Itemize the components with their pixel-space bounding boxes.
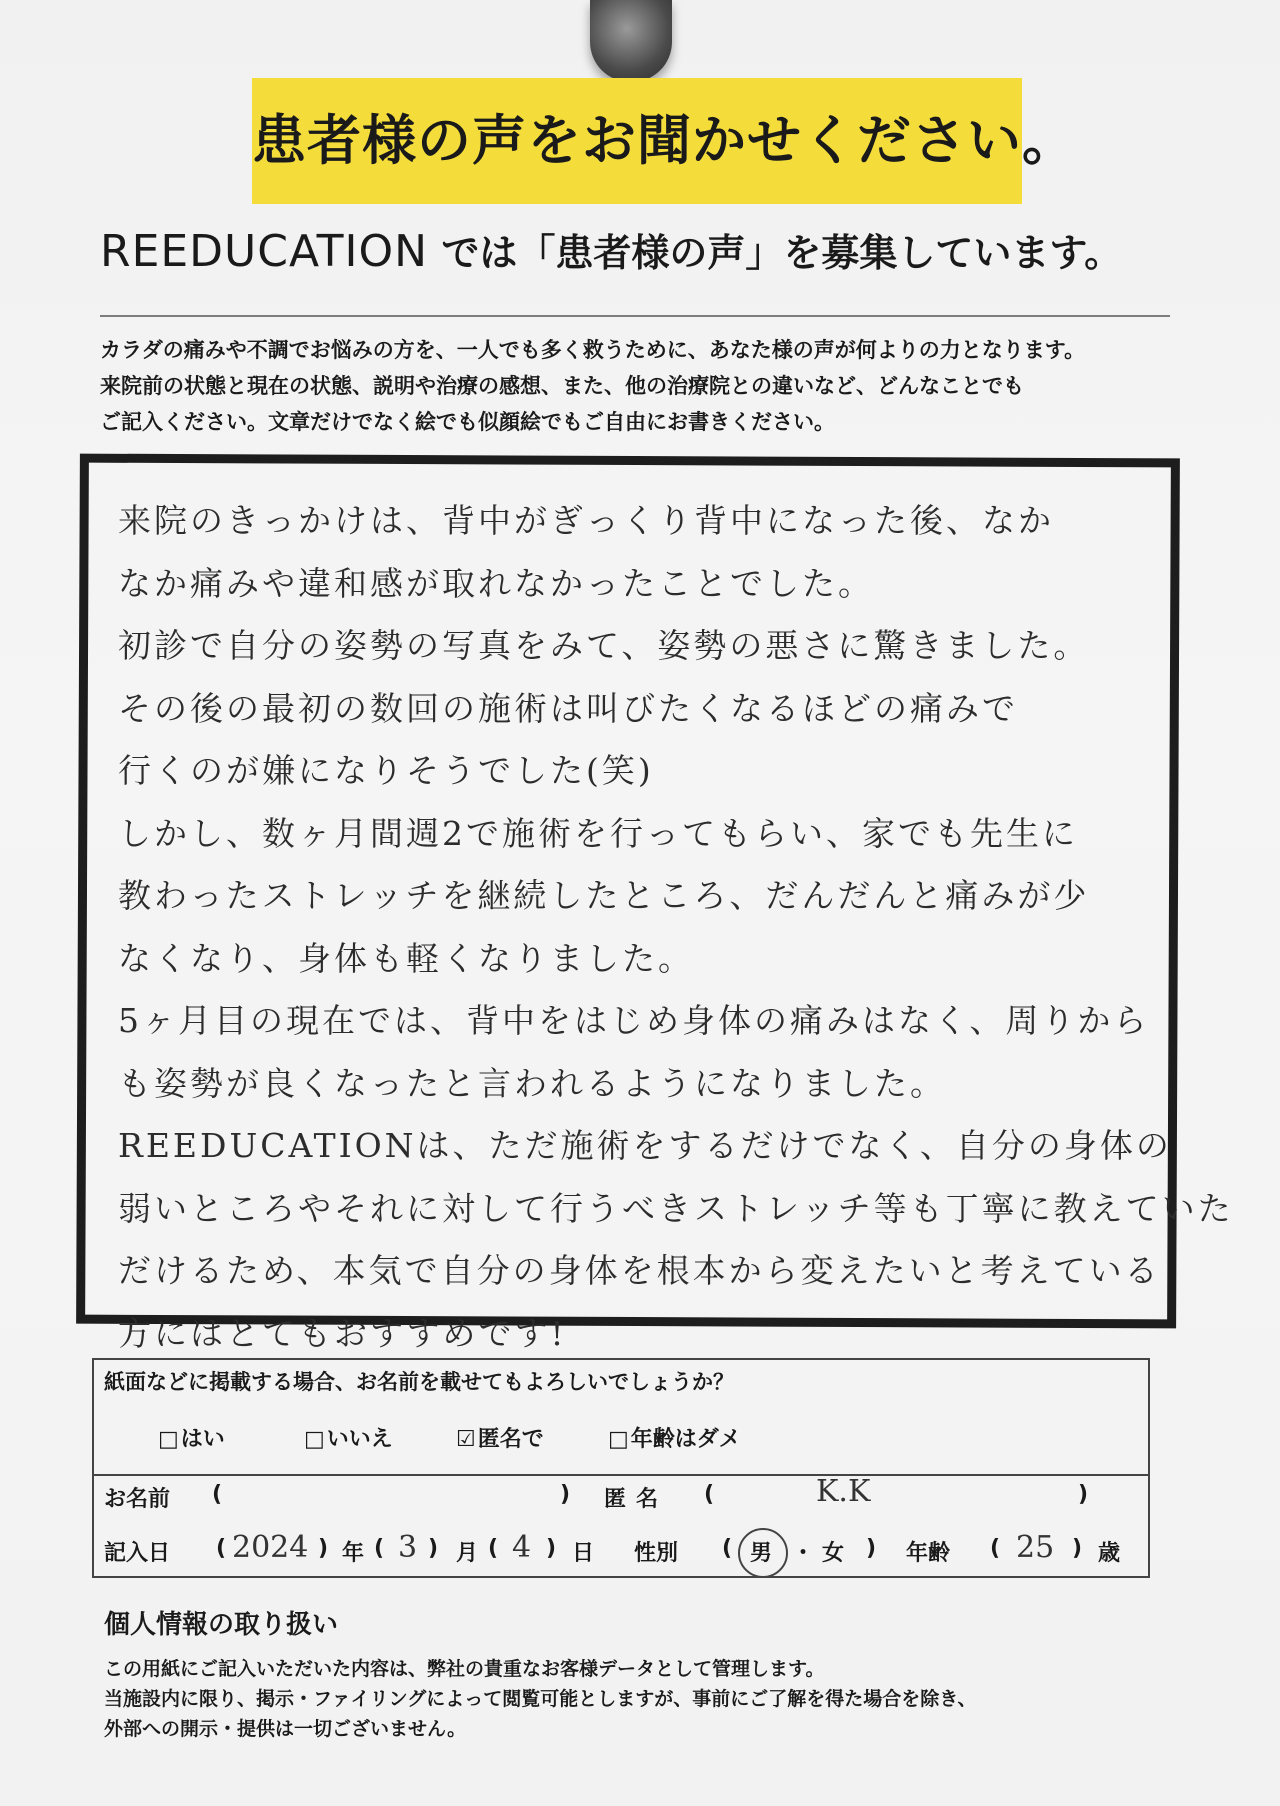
month-unit: 月 (456, 1541, 479, 1566)
comment-line: しかし、数ヶ月間週2で施術を行ってもらい、家でも先生に (118, 813, 1078, 853)
paren-close: ) (1078, 1482, 1089, 1507)
comment-line: 教わったストレッチを継続したところ、だんだんと痛みが少 (118, 876, 1090, 915)
option-label: 年齢はダメ (630, 1427, 741, 1452)
checkbox-yes[interactable]: □ (158, 1427, 179, 1452)
privacy-line: 当施設内に限り、掲示・ファイリングによって閲覧可能としますが、事前にご了解を得た場合を除き、 (104, 1688, 977, 1710)
comment-line: も姿勢が良くなったと言われるようになりました。 (118, 1063, 946, 1103)
age-unit: 歳 (1098, 1541, 1121, 1566)
date-label: 記入日 (104, 1541, 171, 1566)
divider (100, 315, 1170, 317)
intro-line: 来院前の状態と現在の状態、説明や治療の感想、また、他の治療院との違いなど、どんなことでも (100, 374, 1024, 398)
paren-close: ) (1072, 1536, 1083, 1561)
paren-open: ( (216, 1536, 227, 1561)
push-pin (590, 0, 672, 82)
option-anonymous[interactable] (456, 1422, 544, 1453)
paren-open: ( (488, 1536, 499, 1561)
paren-close: ) (318, 1536, 329, 1561)
anon-label: 匿名 (604, 1487, 669, 1512)
handwritten-comment (118, 490, 1234, 1365)
paren-close: ) (560, 1482, 571, 1507)
paren-close: ) (866, 1536, 877, 1561)
page-title: 患者様の声をお聞かせください。 (252, 109, 1077, 172)
option-no[interactable] (304, 1422, 393, 1453)
checkbox-no-age[interactable]: □ (608, 1427, 629, 1452)
option-label: はい (180, 1427, 225, 1452)
comment-line: 方にはとてもおすすめです! (118, 1313, 567, 1353)
day-value: 4 (512, 1530, 532, 1565)
name-label: お名前 (104, 1487, 171, 1512)
checkbox-no[interactable]: □ (304, 1427, 325, 1452)
privacy-text (104, 1654, 976, 1744)
gender-separator: ・ (792, 1541, 815, 1566)
age-label: 年齢 (906, 1541, 951, 1566)
age-value: 25 (1016, 1530, 1055, 1565)
comment-line: なくなり、身体も軽くなりました。 (118, 938, 694, 978)
year-value: 2024 (232, 1530, 309, 1565)
privacy-heading: 個人情報の取り扱い (104, 1610, 339, 1640)
comment-line: 行くのが嫌になりそうでした(笑) (118, 751, 654, 790)
subtitle (100, 222, 1180, 277)
comment-line: 弱いところやそれに対して行うべきストレッチ等も丁寧に教えていた (118, 1188, 1234, 1228)
comment-line: だけるため、本気で自分の身体を根本から変えたいと考えている (118, 1251, 1161, 1290)
paren-open: ( (374, 1536, 385, 1561)
subtitle-text: では「患者様の声」を募集しています。 (441, 231, 1123, 275)
day-unit: 日 (572, 1541, 595, 1566)
comment-line: なか痛みや違和感が取れなかったことでした。 (118, 563, 874, 603)
privacy-line: 外部への開示・提供は一切ございません。 (104, 1718, 467, 1740)
privacy-line: この用紙にご記入いただいた内容は、弊社の貴重なお客様データとして管理します。 (104, 1658, 825, 1680)
comment-line: 5ヶ月目の現在では、背中をはじめ身体の痛みはなく、周りから (118, 1001, 1150, 1040)
anon-value: K.K (816, 1474, 871, 1509)
option-label: いいえ (326, 1427, 393, 1452)
year-unit: 年 (342, 1541, 365, 1566)
intro-line: ご記入ください。文章だけでなく絵でも似顔絵でもご自由にお書きください。 (100, 410, 835, 434)
paren-close: ) (546, 1536, 557, 1561)
option-label: 匿名で (477, 1427, 544, 1452)
option-yes[interactable] (158, 1422, 225, 1453)
paren-open: ( (722, 1536, 733, 1561)
gender-male[interactable]: 男 (750, 1541, 773, 1566)
checkbox-anonymous[interactable]: ☑ (456, 1427, 476, 1452)
comment-line: 来院のきっかけは、背中がぎっくり背中になった後、なか (118, 501, 1054, 540)
gender-label: 性別 (634, 1541, 679, 1566)
paren-close: ) (428, 1536, 439, 1561)
consent-question: 紙面などに掲載する場合、お名前を載せてもよろしいでしょうか？ (104, 1370, 734, 1394)
comment-line: その後の最初の数回の施術は叫びたくなるほどの痛みで (118, 688, 1018, 728)
comment-line: REEDUCATIONは、ただ施術をするだけでなく、自分の身体の (118, 1126, 1172, 1165)
option-no-age[interactable] (608, 1422, 741, 1453)
brand-name: REEDUCATION (100, 226, 429, 277)
month-value: 3 (398, 1530, 418, 1565)
paren-open: ( (704, 1482, 715, 1507)
intro-line: カラダの痛みや不調でお悩みの方を、一人でも多く救うために、あなた様の声が何よりの力となります。 (100, 338, 1086, 362)
paren-open: ( (212, 1482, 223, 1507)
gender-female[interactable]: 女 (822, 1541, 845, 1566)
comment-line: 初診で自分の姿勢の写真をみて、姿勢の悪さに驚きました。 (118, 626, 1090, 665)
paren-open: ( (990, 1536, 1001, 1561)
intro-text (100, 332, 1180, 440)
